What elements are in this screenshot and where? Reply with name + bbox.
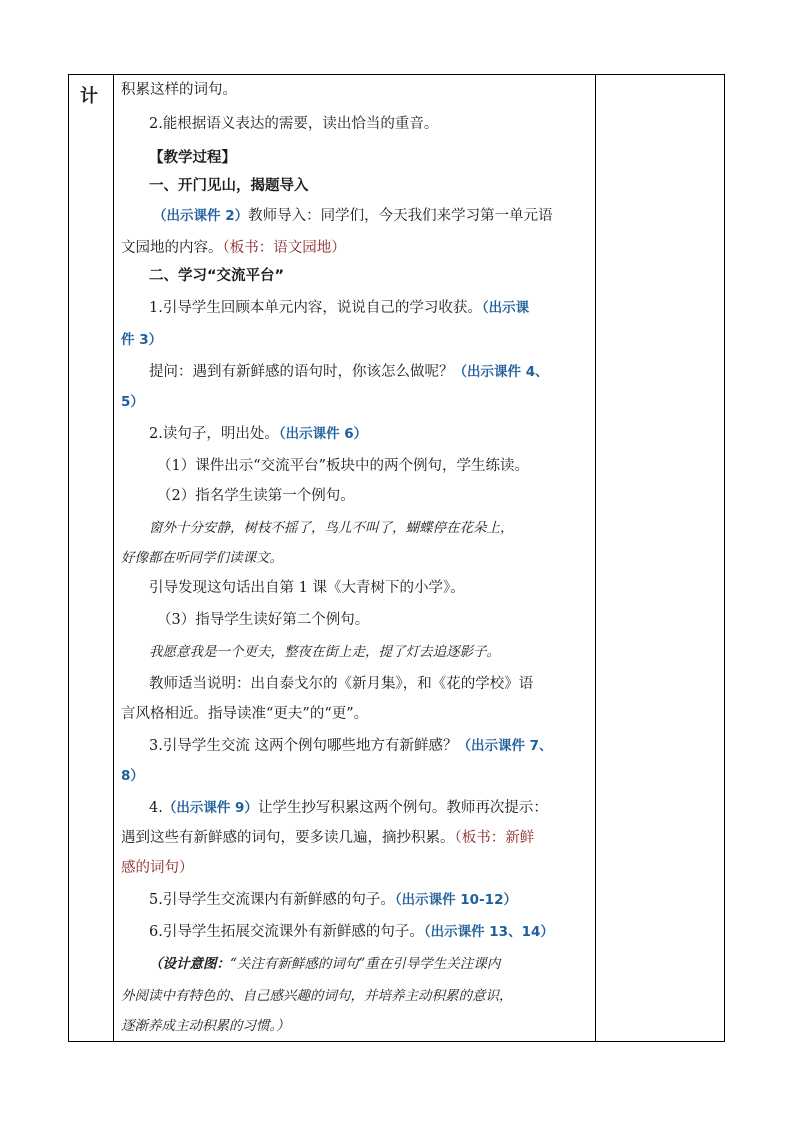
text-line: 6.引导学生拓展交流课外有新鲜感的句子。（出示课件 13、14） [149, 924, 554, 940]
design-intent-label: （设计意图： [149, 956, 230, 972]
courseware-ref: （出示课件 10-12） [394, 892, 517, 908]
text-line: 引导发现这句话出自第 1 课《大青树下的小学》。 [149, 580, 465, 596]
courseware-ref: （出示课件 9） [162, 800, 258, 816]
text-line: 1.引导学生回顾本单元内容，说说自己的学习收获。（出示课 [149, 300, 530, 316]
column-divider [595, 74, 596, 1042]
courseware-ref: （出示课件 13、14） [423, 924, 554, 940]
design-intent: 逐渐养成主动积累的习惯。） [121, 1018, 290, 1034]
courseware-ref: （出示课 [481, 300, 530, 316]
design-intent: 外阅读中有特色的、自己感兴趣的词句，并培养主动积累的意识， [121, 988, 513, 1004]
text-line: 2.读句子，明出处。（出示课件 6） [149, 426, 368, 442]
section-heading: 一、开门见山，揭题导入 [149, 178, 309, 194]
text-line: 提问：遇到有新鲜感的语句时，你该怎么做呢？（出示课件 4、 [149, 364, 549, 380]
column-divider [113, 74, 114, 1042]
text-line: 教师适当说明：出自泰戈尔的《新月集》，和《花的学校》语 [149, 676, 534, 692]
text-line: 3.引导学生交流 这两个例句哪些地方有新鲜感？（出示课件 7、 [149, 738, 553, 754]
text-line: 言风格相近。指导读准“更夫”的“更”。 [121, 706, 369, 722]
text-line: 4.（出示课件 9）让学生抄写积累这两个例句。教师再次提示： [149, 800, 548, 816]
text-line: 积累这样的词句。 [121, 82, 237, 98]
example-sentence: 窗外十分安静，树枝不摇了，鸟儿不叫了，蝴蝶停在花朵上， [149, 520, 514, 536]
section-heading: 二、学习“交流平台” [149, 268, 285, 284]
text-line: 5.引导学生交流课内有新鲜感的句子。（出示课件 10-12） [149, 892, 517, 908]
board-note: （板书：新鲜 [454, 830, 535, 846]
courseware-ref: 件 3） [121, 332, 163, 348]
side-label: 计 [80, 86, 98, 107]
text-line: （2）指名学生读第一个例句。 [157, 488, 355, 504]
text-line: 文园地的内容。（板书：语文园地） [121, 240, 346, 256]
text-line: （3）指导学生读好第二个例句。 [157, 612, 370, 628]
courseware-ref: （出示课件 2） [153, 208, 249, 224]
text-line: （1）课件出示“交流平台”板块中的两个例句，学生练读。 [157, 458, 530, 474]
courseware-ref: 5） [121, 394, 144, 410]
courseware-ref: （出示课件 7、 [457, 738, 553, 754]
courseware-ref: 8） [121, 768, 144, 784]
board-note: 感的词句） [121, 860, 194, 876]
text-line: （出示课件 2）教师导入：同学们，今天我们来学习第一单元语 [153, 208, 553, 224]
example-sentence: 好像都在听同学们读课文。 [121, 550, 283, 566]
design-intent: （设计意图：“关注有新鲜感的词句”重在引导学生关注课内 [149, 956, 501, 972]
example-sentence: 我愿意我是一个更夫，整夜在街上走，提了灯去追逐影子。 [149, 644, 500, 660]
section-heading: 【教学过程】 [149, 150, 236, 166]
text-line: 2.能根据语义表达的需要，读出恰当的重音。 [149, 116, 439, 132]
text-line: 遇到这些有新鲜感的词句，要多读几遍，摘抄积累。（板书：新鲜 [121, 830, 535, 846]
board-note: （板书：语文园地） [222, 240, 346, 256]
courseware-ref: （出示课件 6） [278, 426, 368, 442]
courseware-ref: （出示课件 4、 [453, 364, 549, 380]
